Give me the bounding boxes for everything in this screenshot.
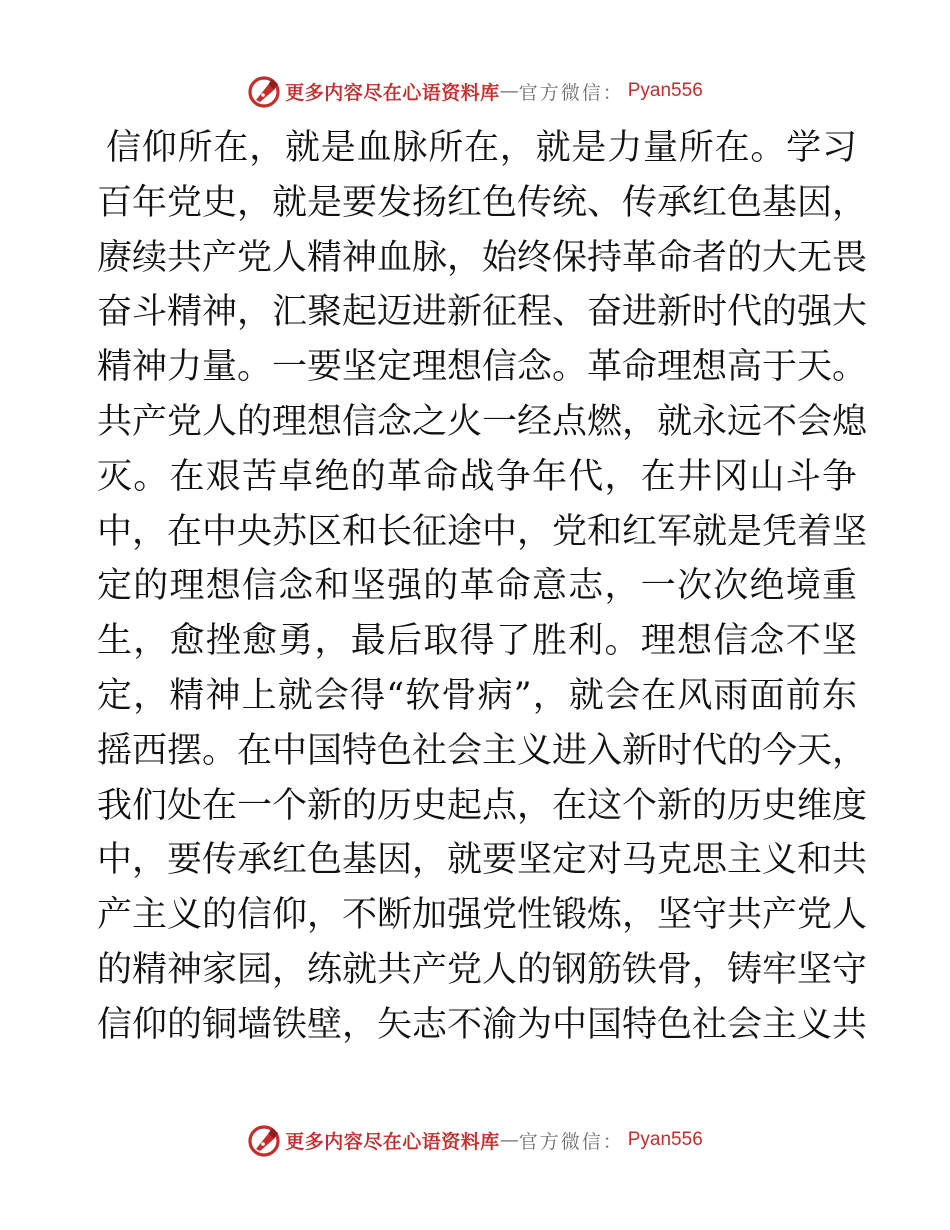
document-body — [97, 121, 868, 1053]
body-line-9: 定的理想信念和坚强的革命意志，一次次绝境重 — [97, 566, 857, 607]
watermark-official-label: 官方微信： — [518, 81, 624, 104]
body-line-10: 生，愈挫愈勇，最后取得了胜利。理想信念不坚 — [97, 621, 857, 662]
body-line-7: 灭。在艰苦卓绝的革命战争年代，在井冈山斗争 — [97, 456, 857, 497]
body-line-15: 产主义的信仰，不断加强党性锻炼，坚守共产党人 — [97, 895, 868, 936]
body-line-11: 定，精神上就会得“软骨病”，就会在风雨面前东 — [97, 675, 857, 716]
body-line-6: 共产党人的理想信念之火一经点燃，就永远不会熄 — [97, 401, 868, 442]
body-line-2: 百年党史，就是要发扬红色传统、传承红色基因， — [97, 182, 868, 223]
watermark-slogan: 更多内容尽在心语资料库 — [285, 1130, 500, 1153]
watermark-official-label: 官方微信： — [518, 1130, 624, 1153]
watermark-slogan: 更多内容尽在心语资料库 — [285, 81, 500, 104]
body-line-5: 精神力量。一要坚定理想信念。革命理想高于天。 — [97, 347, 868, 388]
header-watermark — [0, 68, 950, 114]
body-line-8: 中，在中央苏区和长征途中，党和红军就是凭着坚 — [97, 511, 868, 552]
body-line-1: 信仰所在，就是血脉所在，就是力量所在。学习 — [106, 128, 857, 168]
watermark-wechat-id: Pyan556 — [627, 80, 703, 101]
watermark-dash: — — [499, 80, 519, 102]
body-line-14: 中，要传承红色基因，就要坚定对马克思主义和共 — [97, 840, 868, 881]
body-line-4: 奋斗精神，汇聚起迈进新征程、奋进新时代的强大 — [97, 292, 868, 333]
watermark-wechat-id: Pyan556 — [627, 1129, 703, 1150]
pen-nib-logo-icon — [247, 73, 283, 109]
footer-watermark — [0, 1117, 950, 1163]
body-line-13: 我们处在一个新的历史起点，在这个新的历史维度 — [97, 785, 868, 826]
pen-nib-logo-icon — [247, 1122, 283, 1158]
watermark-dash: — — [499, 1129, 519, 1151]
body-line-16: 的精神家园，练就共产党人的钢筋铁骨，铸牢坚守 — [97, 949, 868, 990]
body-line-17: 信仰的铜墙铁壁，矢志不渝为中国特色社会主义共 — [97, 1004, 868, 1045]
body-line-3: 赓续共产党人精神血脉，始终保持革命者的大无畏 — [97, 237, 868, 278]
body-line-12: 摇西摆。在中国特色社会主义进入新时代的今天， — [97, 730, 868, 771]
